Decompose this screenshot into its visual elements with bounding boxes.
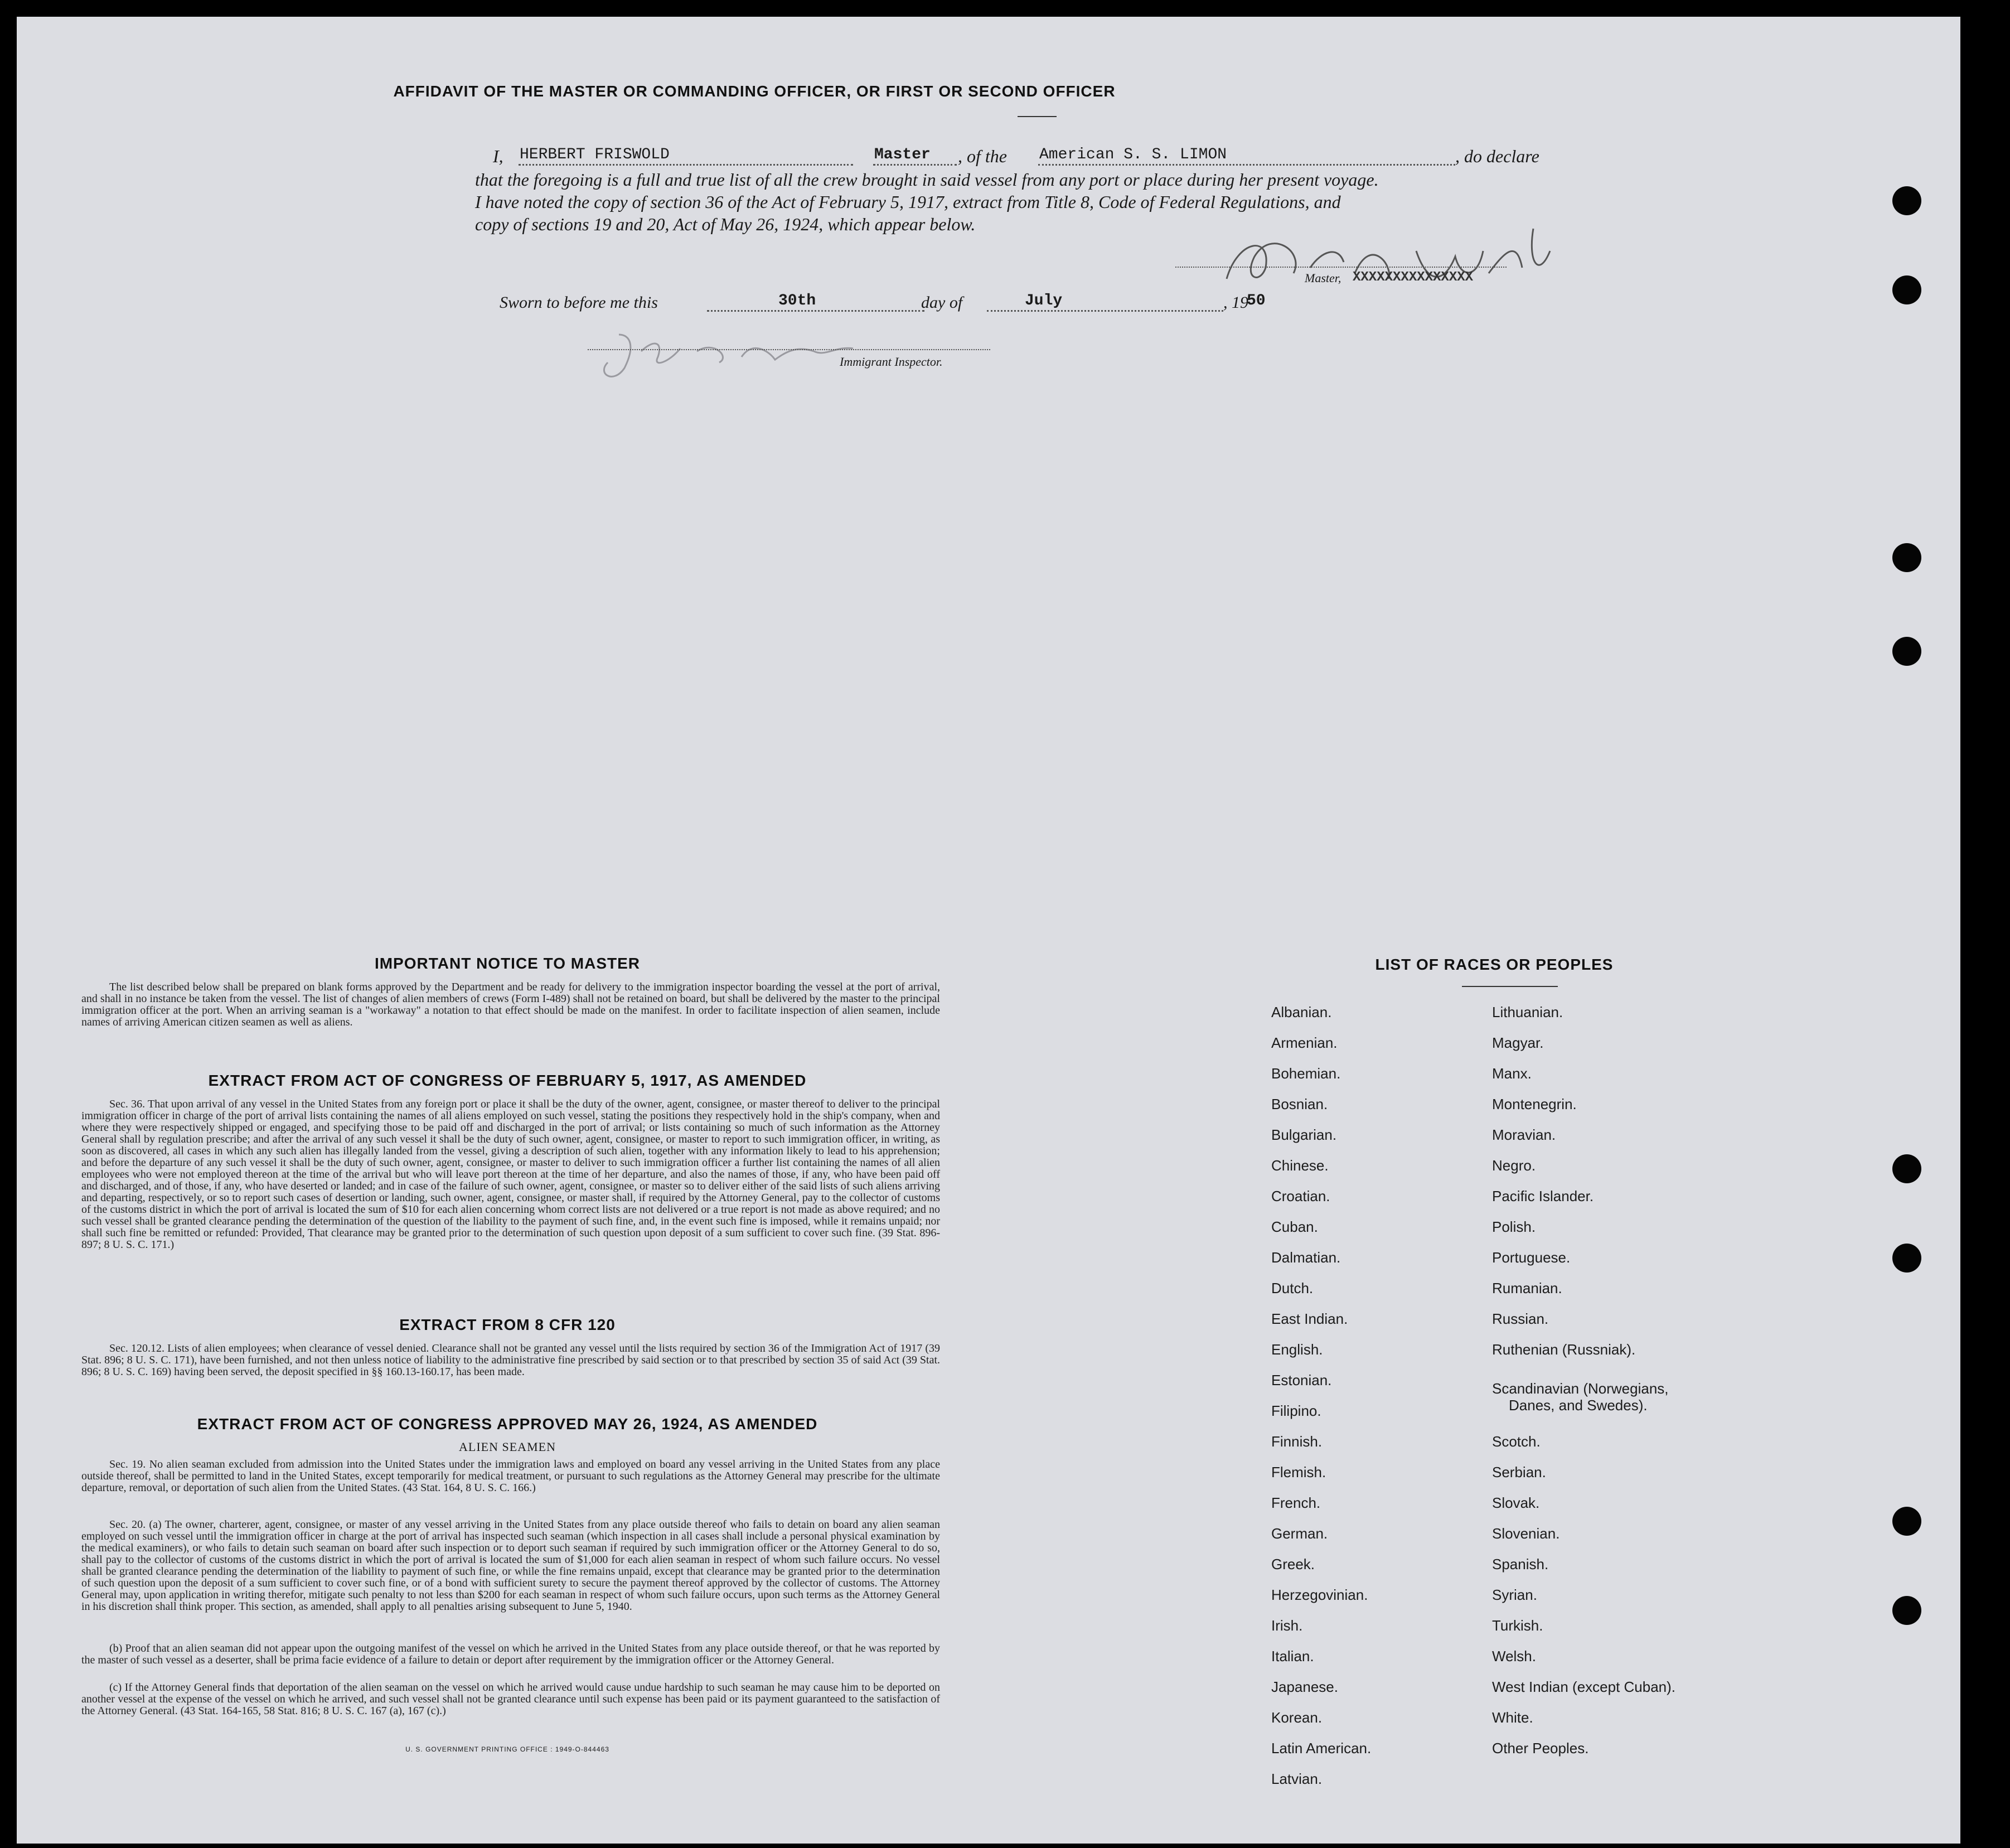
master-name: HERBERT FRISWOLD bbox=[520, 146, 670, 163]
race-item: East Indian. bbox=[1271, 1310, 1348, 1327]
race-item: West Indian (except Cuban). bbox=[1492, 1678, 1676, 1695]
race-item: Polish. bbox=[1492, 1218, 1536, 1235]
race-item: Scandinavian (Norwegians, bbox=[1492, 1380, 1669, 1397]
declaration-line-4: copy of sections 19 and 20, Act of May 26, 1924, which appear below. bbox=[475, 214, 976, 234]
printer-imprint: U. S. GOVERNMENT PRINTING OFFICE : 1949-O-844463 bbox=[405, 1745, 609, 1753]
declaration-line-3: I have noted the copy of section 36 of the Act of February 5, 1917, extract from Title 8, Code of Federal Regulations, and bbox=[475, 192, 1341, 212]
race-item: Other Peoples. bbox=[1492, 1740, 1589, 1757]
race-item: White. bbox=[1492, 1709, 1533, 1726]
extract-cfr-body: Sec. 120.12. Lists of alien employees; when clearance of vessel denied. Clearance shall not be granted any vessel until the lists required by section 36 of the Immigration Act of 1917 (39 Stat. 896; 8 U. S. C. 171), have been furnished, and not then unless notice of liability to the administrative fine prescribed by said section or to that prescribed by section 35 of said Act (39 Stat. 896; 8 U. S. C. 169) having been served, the deposit specified in §§ 160.13-160.17, has been made. bbox=[81, 1342, 940, 1378]
race-item: Scotch. bbox=[1492, 1433, 1541, 1450]
sec-19-body: Sec. 19. No alien seaman excluded from admission into the United States under the immigration laws and employed on board any vessel arriving in the United States from any place outside thereof, shall be permitted to land in the United States, except temporarily for medical treatment, or pursuant to such regulations as the Attorney General may prescribe for the ultimate departure, removal, or deportation of such alien from the United States. (43 Stat. 164, 8 U. S. C. 166.) bbox=[81, 1458, 940, 1494]
race-item: Herzegovinian. bbox=[1271, 1586, 1368, 1603]
title-rule bbox=[1018, 116, 1057, 117]
rank-line bbox=[873, 164, 957, 166]
rank: Master bbox=[874, 146, 931, 163]
notice-title: IMPORTANT NOTICE TO MASTER bbox=[374, 955, 641, 972]
punch-hole bbox=[1892, 186, 1921, 215]
year-prefix: , 19 bbox=[1223, 293, 1248, 312]
race-item: Moravian. bbox=[1492, 1126, 1556, 1143]
punch-hole bbox=[1892, 275, 1921, 304]
inspector-signature bbox=[585, 318, 875, 385]
race-item: Slovenian. bbox=[1492, 1525, 1560, 1542]
race-item: Welsh. bbox=[1492, 1648, 1536, 1665]
race-item: Dalmatian. bbox=[1271, 1249, 1341, 1266]
race-item: Negro. bbox=[1492, 1157, 1536, 1174]
race-item: Magyar. bbox=[1492, 1034, 1544, 1051]
punch-hole bbox=[1892, 637, 1921, 666]
race-item: Irish. bbox=[1271, 1617, 1303, 1634]
inspector-label: Immigrant Inspector. bbox=[840, 355, 943, 369]
race-item: English. bbox=[1271, 1341, 1323, 1358]
extract-cfr-title: EXTRACT FROM 8 CFR 120 bbox=[399, 1316, 616, 1333]
race-item: Bosnian. bbox=[1271, 1096, 1328, 1112]
punch-hole bbox=[1892, 1596, 1921, 1625]
race-item: Italian. bbox=[1271, 1648, 1314, 1665]
sec-20b-body: (b) Proof that an alien seaman did not appear upon the outgoing manifest of the vessel on which he arrived in the United States from any place outside thereof, or that he was reported by the master of such vessel as a deserter, shall be prima facie evidence of a failure to detain or deport after requirement by the immigration officer or the Attorney General. bbox=[81, 1642, 940, 1666]
race-item: Serbian. bbox=[1492, 1464, 1546, 1481]
race-item: Albanian. bbox=[1271, 1004, 1332, 1020]
extract-1917-body: Sec. 36. That upon arrival of any vessel in the United States from any foreign port or place it shall be the duty of the owner, agent, consignee, or master thereof to deliver to the principal immigration officer in charge of the port of arrival lists containing the names of all aliens employed on such vessel, stating the positions they respectively hold in the ship's company, when and where they were respectively shipped or engaged, and specifying those to be paid off and discharged in the port of arrival; or lists containing so much of such information as the Attorney General shall by regulation prescribe; and after the arrival of any such vessel it shall be the duty of such owner, agent, consignee, or master to report to such immigration officer, in writing, as soon as discovered, all cases in which any such alien has illegally landed from the vessel, giving a description of such alien, together with any information likely to lead to his apprehension; and before the departure of any such vessel it shall be the duty of such owner, agent, consignee, or master to deliver to such immigration officer a further list containing the names of all alien employees who were not employed thereon at the time of the arrival but who will leave port thereon at the time of her departure, and also the names of those, if any, who have been paid off and discharged, and of those, if any, who have deserted or landed; and in case of the failure of such owner, agent, consignee, or master so to deliver either of the said lists of such aliens arriving and departing, respectively, or so to report such cases of desertion or landing, such owner, agent, consignee, or master shall, if required by the Attorney General, pay to the collector of customs of the customs district in which the port of arrival is located the sum of $10 for each alien concerning whom correct lists are not delivered or a true report is not made as above required; and no such vessel shall be granted clearance pending the determination of the question of the liability to the payment of such fine, and, in the event such fine is imposed, while it remains unpaid; nor shall such fine be remitted or refunded: Provided, That clearance may be granted prior to the determination of such question upon deposit of a sum sufficient to cover such fine. (39 Stat. 896-897; 8 U. S. C. 171.) bbox=[81, 1098, 940, 1251]
name-line bbox=[519, 164, 853, 166]
sec-20a-body: Sec. 20. (a) The owner, charterer, agent, consignee, or master of any vessel arriving in the United States from any place outside thereof who fails to detain on board any alien seaman employed on such vessel until the immigration officer in charge at the port of arrival has inspected such seaman (which inspection in all cases shall include a personal physical examination by the medical examiners), or who fails to detain such seaman on board after such inspection or to deport such seaman if required by such immigration officer or the Attorney General to do so, shall pay to the collector of customs of the customs district in which the port of arrival is located the sum of $1,000 for each alien seaman in respect of whom such failure occurs. No vessel shall be granted clearance pending the determination of the liability to payment of such fine, or while the fine remains unpaid, except that clearance may be granted prior to the determination of such question upon the deposit of a sum sufficient to cover such fine, or of a bond with sufficient surety to secure the payment thereof approved by the collector of customs. The Attorney General may, upon application in writing therefor, mitigate such penalty to not less than $200 for each seaman in respect of whom such failure occurs, upon such terms as the Attorney General in his discretion shall think proper. This section, as amended, shall apply to all penalties arising subsequent to June 5, 1940. bbox=[81, 1518, 940, 1613]
race-item: Danes, and Swedes). bbox=[1509, 1397, 1648, 1414]
race-item: Manx. bbox=[1492, 1065, 1532, 1082]
master-label: Master, bbox=[1305, 271, 1341, 285]
race-item: Rumanian. bbox=[1492, 1280, 1562, 1296]
race-item: Russian. bbox=[1492, 1310, 1549, 1327]
punch-hole bbox=[1892, 543, 1921, 572]
vessel-line bbox=[1038, 164, 1455, 166]
race-item: Dutch. bbox=[1271, 1280, 1314, 1296]
punch-hole bbox=[1892, 1244, 1921, 1273]
race-item: Armenian. bbox=[1271, 1034, 1338, 1051]
punch-hole bbox=[1892, 1154, 1921, 1183]
race-item: Croatian. bbox=[1271, 1188, 1330, 1204]
master-signature-line bbox=[1175, 267, 1507, 268]
race-item: German. bbox=[1271, 1525, 1328, 1542]
race-item: Greek. bbox=[1271, 1556, 1315, 1573]
race-item: Chinese. bbox=[1271, 1157, 1329, 1174]
sworn-month: July bbox=[1025, 292, 1063, 309]
race-item: Portuguese. bbox=[1492, 1249, 1571, 1266]
notice-body: The list described below shall be prepared on blank forms approved by the Department and be ready for delivery to the immigration inspector boarding the vessel at the port of arrival, and shall in no instance be taken from the vessel. The list of changes of alien members of crews (Form I-489) shall not be retained on board, but shall be delivered by the master to the principal immigration officer at the port. When an arriving seaman is a "workaway" a notation to that effect should be made on the manifest. In order to facilitate inspection of alien seamen, include names of arriving American citizen seamen as well as aliens. bbox=[81, 981, 940, 1028]
race-item: Bohemian. bbox=[1271, 1065, 1341, 1082]
affidavit-title: AFFIDAVIT OF THE MASTER OR COMMANDING OFFICER, OR FIRST OR SECOND OFFICER bbox=[393, 83, 1116, 100]
race-item: Korean. bbox=[1271, 1709, 1323, 1726]
race-item: Finnish. bbox=[1271, 1433, 1323, 1450]
race-item: Slovak. bbox=[1492, 1494, 1540, 1511]
race-item: Ruthenian (Russniak). bbox=[1492, 1341, 1636, 1358]
inspector-signature-line bbox=[588, 349, 990, 350]
of-the-label: , of the bbox=[958, 146, 1007, 166]
alien-seamen-subtitle: ALIEN SEAMEN bbox=[459, 1440, 556, 1454]
race-item: French. bbox=[1271, 1494, 1321, 1511]
do-declare-label: , do declare bbox=[1455, 146, 1539, 166]
document-page bbox=[17, 17, 1960, 1844]
race-item: Pacific Islander. bbox=[1492, 1188, 1594, 1204]
races-title: LIST OF RACES OR PEOPLES bbox=[1375, 956, 1614, 973]
race-item: Japanese. bbox=[1271, 1678, 1338, 1695]
race-item: Syrian. bbox=[1492, 1586, 1537, 1603]
vessel-name: American S. S. LIMON bbox=[1039, 146, 1227, 163]
race-item: Spanish. bbox=[1492, 1556, 1549, 1573]
race-item: Turkish. bbox=[1492, 1617, 1543, 1634]
race-item: Filipino. bbox=[1271, 1402, 1321, 1419]
race-item: Latin American. bbox=[1271, 1740, 1372, 1757]
sworn-day: 30th bbox=[778, 292, 816, 309]
sworn-year: 50 bbox=[1247, 292, 1266, 309]
races-title-rule bbox=[1462, 986, 1558, 987]
race-item: Bulgarian. bbox=[1271, 1126, 1337, 1143]
extract-1917-title: EXTRACT FROM ACT OF CONGRESS OF FEBRUARY 5, 1917, AS AMENDED bbox=[208, 1072, 807, 1089]
struck-title: XXXXXXXXXXXXXXX bbox=[1353, 270, 1474, 285]
extract-1924-title: EXTRACT FROM ACT OF CONGRESS APPROVED MAY 26, 1924, AS AMENDED bbox=[197, 1415, 818, 1433]
race-item: Latvian. bbox=[1271, 1770, 1323, 1787]
sec-20c-body: (c) If the Attorney General finds that deportation of the alien seaman on the vessel on which he arrived would cause undue hardship to such seaman he may cause him to be deported on another vessel at the expense of the vessel on which he arrived, and such vessel shall not be granted clearance until such expense has been paid or its payment guaranteed to the satisfaction of the Attorney General. (43 Stat. 164-165, 58 Stat. 816; 8 U. S. C. 167 (a), 167 (c).) bbox=[81, 1681, 940, 1717]
punch-hole bbox=[1892, 1507, 1921, 1536]
race-item: Montenegrin. bbox=[1492, 1096, 1577, 1112]
declaration-line-2: that the foregoing is a full and true list of all the crew brought in said vessel from any port or place during her present voyage. bbox=[475, 170, 1379, 190]
race-item: Lithuanian. bbox=[1492, 1004, 1563, 1020]
day-line bbox=[707, 310, 924, 312]
day-of-label: day of bbox=[921, 293, 963, 312]
sworn-label: Sworn to before me this bbox=[500, 293, 658, 312]
month-line bbox=[987, 310, 1223, 312]
race-item: Cuban. bbox=[1271, 1218, 1318, 1235]
i-prefix: I, bbox=[493, 146, 503, 166]
race-item: Estonian. bbox=[1271, 1372, 1332, 1389]
race-item: Flemish. bbox=[1271, 1464, 1326, 1481]
